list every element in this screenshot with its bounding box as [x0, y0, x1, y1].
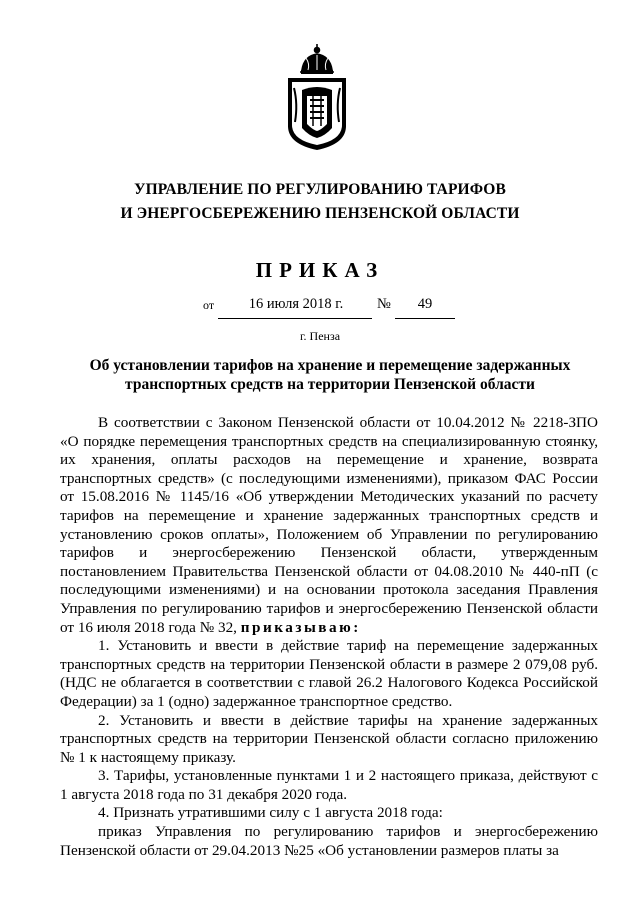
document-body	[60, 414, 598, 860]
preamble-text: В соответствии с Законом Пензенской области от 10.04.2012 № 2218-ЗПО «О порядке перемещения транспортных средств на специализированную стоянку, их хранения, оплаты расходов на перемещение и хранение, возврата транспортных средств» (с последующими изменениями), приказом ФАС России от 15.08.2016 № 1145/16 «Об утверждении Методических указаний по расчету тарифов на перемещение и хранение задержанных транспортных средств и установлению сроков оплаты», Положением об Управлении по регулированию тарифов и энергосбережению Пензенской области, утвержденным постановлением Правительства Пензенской области от 04.08.2010 № 440-пП (с последующими изменениями) и на основании протокола заседания Правления Управления по регулированию тарифов и энергосбережению Пензенской области от 16 июля 2018 года № 32,	[60, 414, 598, 636]
document-number: 49	[417, 296, 433, 312]
order-word: приказываю:	[240, 618, 361, 636]
order-item-2: 2. Установить и ввести в действие тарифы на хранение задержанных транспортных средств на территории Пензенской области согласно приложению № 1 к настоящему приказу.	[60, 711, 598, 766]
preamble-paragraph	[60, 414, 598, 637]
title-line: транспортных средств на территории Пензенской области	[125, 376, 535, 393]
title-line: Об установлении тарифов на хранение и перемещение задержанных	[89, 357, 571, 374]
number-underline	[395, 318, 455, 319]
organization-name-line2: И ЭНЕРГОСБЕРЕЖЕНИЮ ПЕНЗЕНСКОЙ ОБЛАСТИ	[120, 205, 520, 222]
order-item-1: 1. Установить и ввести в действие тариф на перемещение задержанных транспортных средств на территории Пензенской области в размере 2 079,08 руб. (НДС не облагается в соответствии с главой 26.2 Налогового Кодекса Российской Федерации) за 1 (одно) задержанное транспортное средство.	[60, 637, 598, 710]
organization-name-line1: УПРАВЛЕНИЕ ПО РЕГУЛИРОВАНИЮ ТАРИФОВ	[134, 181, 506, 198]
coat-of-arms-emblem	[280, 44, 354, 154]
document-title	[60, 356, 600, 394]
order-item-4: 4. Признать утратившими силу с 1 августа 2018 года:	[98, 804, 443, 822]
order-item-3: 3. Тарифы, установленные пунктами 1 и 2 настоящего приказа, действуют с 1 августа 2018 года по 31 декабря 2020 года.	[60, 767, 598, 803]
order-item-4-subitem: приказ Управления по регулированию тарифов и энергосбережению Пензенской области от 29.04.2013 №25 «Об установлении размеров платы за	[60, 823, 598, 859]
document-type-heading: ПРИКАЗ	[255, 258, 385, 282]
document-city: г. Пенза	[299, 329, 341, 343]
document-date: 16 июля 2018 г.	[248, 296, 344, 312]
number-sign-label: №	[377, 296, 391, 312]
date-prefix-label: от	[203, 298, 215, 312]
date-underline	[218, 318, 372, 319]
